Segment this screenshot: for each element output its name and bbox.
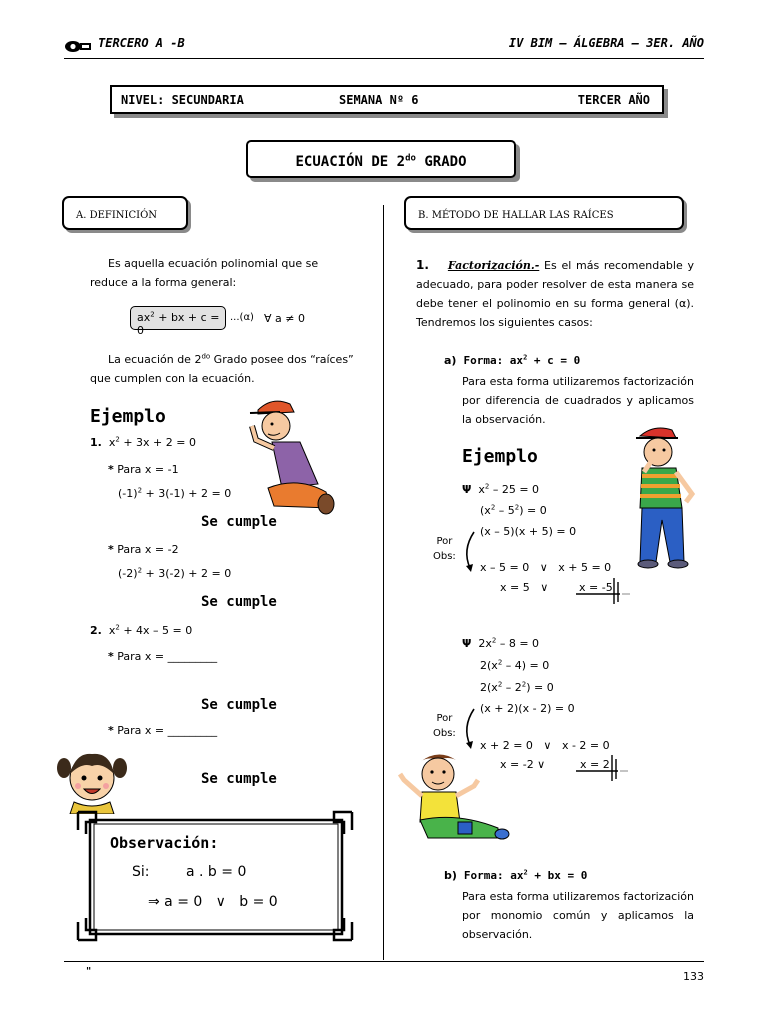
factorization-paragraph: 1. Factorización.- Es el más recomendable y adecuado, para poder resolver de esta manera se debe tener el polinomio en su forma general (α). Tendremos los siguientes casos: — [416, 258, 694, 329]
case-b-text: Para esta forma utilizaremos factorización por monomio común y aplicamos la observación. — [462, 890, 694, 941]
r-ex2-line-6a: x = -2 ∨ — [500, 758, 546, 771]
r-ex1-line-4: x – 5 = 0 ∨ x + 5 = 0 — [480, 561, 612, 574]
r-ex1-line-2: $(x^2 - 5^2) = 0$ — [480, 503, 547, 517]
header-logo-icon — [64, 38, 92, 51]
ex2-equation: 2. $x^2 + 4x - 5 = 0$ — [90, 623, 193, 637]
ex1-equation: 1. $x^2 + 3x + 2 = 0$ — [90, 435, 196, 449]
header-right: IV BIM – ÁLGEBRA – 3ER. AÑO — [508, 36, 704, 50]
left-ejemplo-heading: Ejemplo — [90, 406, 166, 427]
section-b-tab — [404, 196, 684, 230]
right-ejemplo-heading: Ejemplo — [462, 446, 538, 467]
ex1-case-2: * Para x = -2 — [108, 543, 179, 556]
level-nivel: NIVEL: SECUNDARIA — [121, 93, 244, 107]
r-ex2-answer-mark-icon — [576, 753, 632, 787]
title-sup: do — [405, 153, 416, 164]
observation-title: Observación: — [110, 834, 219, 852]
r-ex1-line-1: Ψ $x^2 - 25 = 0$ — [462, 482, 540, 496]
case-b-form: b) Forma: $ax^2$ + bx = 0 — [444, 868, 588, 882]
condition: ∀ a ≠ 0 — [264, 312, 305, 325]
boy-pointing-illustration — [238, 396, 338, 518]
header-rule — [64, 58, 704, 59]
r-ex2-line-2: $2(x^2 - 4) = 0$ — [480, 658, 550, 672]
r-ex1-arrow-icon — [460, 530, 480, 578]
level-bar — [110, 85, 664, 114]
se-cumple-2: Se cumple — [201, 594, 277, 610]
ex2-case-2: * Para x = _________ — [108, 724, 218, 737]
ex1-check-2: $(-2)^2 + 3(-2) + 2 = 0$ — [118, 566, 232, 580]
case-a-text: Para esta forma utilizaremos factorización por diferencia de cuadrados y aplicamos la observación. — [462, 375, 694, 426]
boy-sitting-illustration — [398, 750, 510, 842]
header-left: TERCERO A -B — [98, 36, 185, 50]
se-cumple-4: Se cumple — [201, 771, 277, 787]
r-ex2-por-obs: Por Obs: — [433, 713, 456, 739]
page-number: 133 — [683, 970, 704, 983]
r-ex2-arrow-icon — [460, 707, 480, 755]
ex2-case-1: * Para x = _________ — [108, 650, 218, 663]
se-cumple-1: Se cumple — [201, 514, 277, 530]
observation-si: Si: — [132, 864, 150, 880]
section-a-tab — [62, 196, 188, 230]
r-ex2-line-1: Ψ $2x^2 - 8 = 0$ — [462, 636, 540, 650]
ex1-case-1: * Para x = -1 — [108, 463, 179, 476]
r-ex1-line-5b: x = -5 — [579, 581, 613, 594]
title-tail: GRADO — [415, 154, 467, 170]
ex1-check-1: $(-1)^2 + 3(-1) + 2 = 0$ — [118, 486, 232, 500]
level-semana: SEMANA Nº 6 — [339, 93, 419, 107]
definition-paragraph-1: Es aquella ecuación polinomial que se reduce a la forma general: — [90, 257, 319, 289]
r-ex1-por-obs: Por Obs: — [433, 536, 456, 562]
page-title — [246, 140, 516, 178]
girl-illustration — [56, 744, 128, 814]
r-ex2-line-5: x + 2 = 0 ∨ x - 2 = 0 — [480, 739, 610, 752]
boy-thinking-illustration — [626, 424, 702, 572]
column-divider — [383, 205, 384, 960]
se-cumple-3: Se cumple — [201, 697, 277, 713]
r-ex1-line-5a: x = 5 ∨ — [500, 581, 549, 594]
observation-product: a . b = 0 — [186, 864, 247, 880]
r-ex2-line-3: $2(x^2 - 2^2) = 0$ — [480, 680, 554, 694]
footer-mark: " — [86, 966, 92, 977]
r-ex2-line-4: (x + 2)(x - 2) = 0 — [480, 702, 575, 715]
r-ex1-answer-mark-icon — [576, 576, 632, 610]
case-a-form: a) Forma: $ax^2 + c = 0$ — [444, 353, 581, 367]
r-ex2-line-6b: x = 2 — [580, 758, 610, 771]
title-main: ECUACIÓN DE 2 — [295, 154, 406, 170]
definition-paragraph-2: La ecuación de $2^{do}$ Grado posee dos “raíces” que cumplen con la ecuación. — [90, 352, 354, 385]
footer-rule — [64, 961, 704, 962]
r-ex1-line-3: (x – 5)(x + 5) = 0 — [480, 525, 577, 538]
alpha-ref: ...(α) — [230, 312, 254, 323]
section-a-label: A. DEFINICIÓN — [76, 210, 158, 221]
general-form-box: $ax^2$ + bx + c = 0 — [130, 306, 226, 330]
section-b-label: B. MÉTODO DE HALLAR LAS RAÍCES — [418, 210, 614, 221]
observation-box — [76, 808, 354, 944]
level-grado: TERCER AÑO — [577, 93, 650, 107]
observation-conclusion: ⇒ a = 0 ∨ b = 0 — [148, 894, 278, 910]
